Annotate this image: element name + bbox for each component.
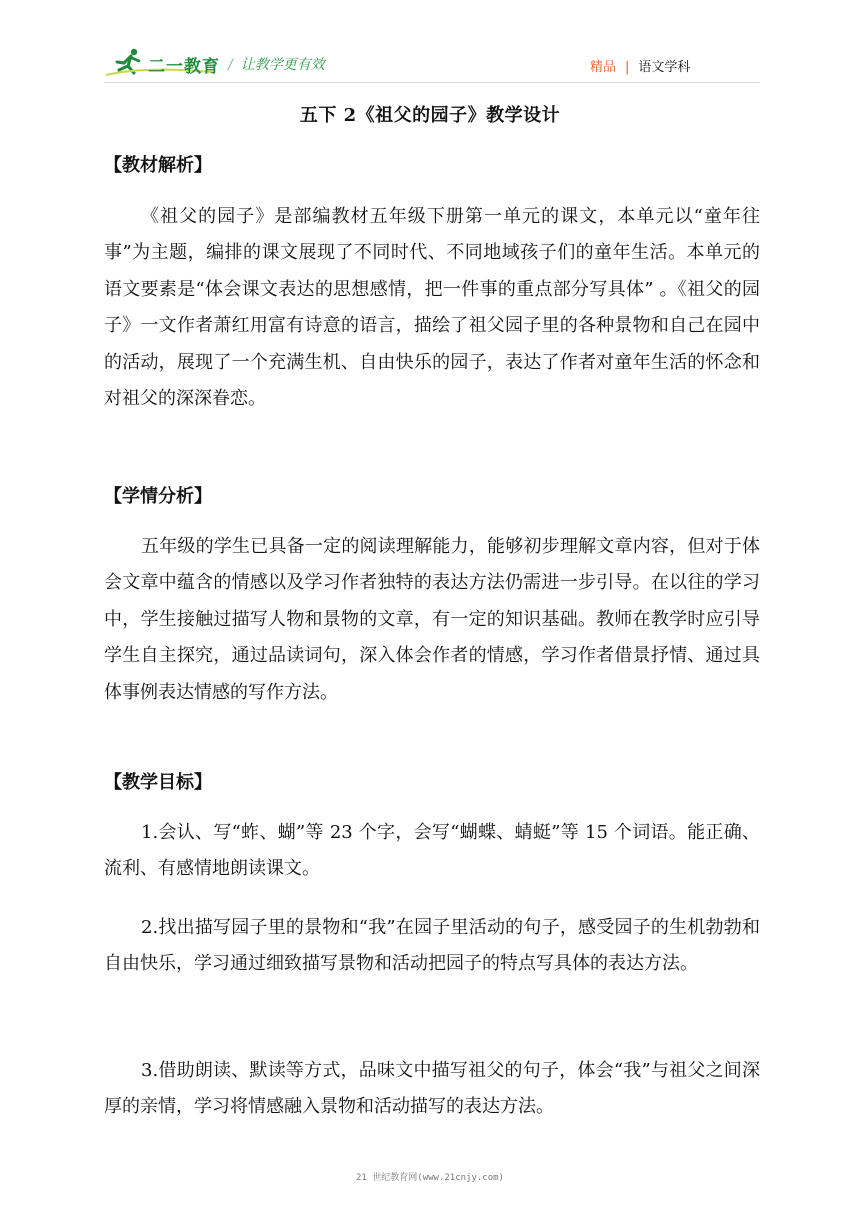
page-footer: 21 世纪教育网(www.21cnjy.com)	[356, 1173, 504, 1183]
logo-text: 二一教育	[148, 57, 220, 77]
section-heading-materials: 【教材解析】	[104, 155, 212, 176]
section-heading-objectives: 【教学目标】	[104, 772, 212, 793]
paragraph: 五年级的学生已具备一定的阅读理解能力，能够初步理解文章内容，但对于体会文章中蕴含的情感以及学习作者独特的表达方法仍需进一步引导。在以往的学习中，学生接触过描写人物和景物的文章，有一定的知识基础。教师在教学时应引导学生自主探究，通过品读词句，深入体会作者的情感，学习作者借景抒情、通过具体事例表达情感的写作方法。	[104, 536, 760, 703]
slash-divider: /	[228, 57, 233, 73]
document-title: 五下 2《祖父的园子》教学设计	[299, 105, 561, 126]
page-header	[0, 0, 860, 90]
header-right	[590, 56, 690, 75]
section-heading-students: 【学情分析】	[104, 486, 212, 507]
objective-item: 1.会认、写“蚱、蝴”等 23 个字，会写“蝴蝶、蜻蜓”等 15 个词语。能正确、流利、有感情地朗读课文。	[104, 822, 760, 880]
slogan	[228, 54, 325, 74]
subject-label: 语文学科	[638, 60, 691, 75]
header-rule	[104, 82, 760, 83]
slogan-text: 让教学更有效	[240, 57, 325, 73]
header-separator: |	[625, 60, 630, 75]
objective-item: 3.借助朗读、默读等方式，品味文中描写祖父的句子，体会“我”与祖父之间深厚的亲情，学习将情感融入景物和活动描写的表达方法。	[104, 1060, 760, 1118]
paragraph: 《祖父的园子》是部编教材五年级下册第一单元的课文，本单元以“童年往事”为主题，编排的课文展现了不同时代、不同地域孩子们的童年生活。本单元的语文要素是“体会课文表达的思想感情，把一件事的重点部分写具体” 。《祖父的园子》一文作者萧红用富有诗意的语言，描绘了祖父园子里的各种景物和自己在园中的活动，展现了一个充满生机、自由快乐的园子，表达了作者对童年生活的怀念和对祖父的深深眷恋。	[104, 206, 760, 410]
quality-badge: 精品	[590, 60, 617, 75]
objective-item: 2.找出描写园子里的景物和“我”在园子里活动的句子，感受园子的生机勃勃和自由快乐，学习通过细致描写景物和活动把园子的特点写具体的表达方法。	[104, 917, 760, 975]
